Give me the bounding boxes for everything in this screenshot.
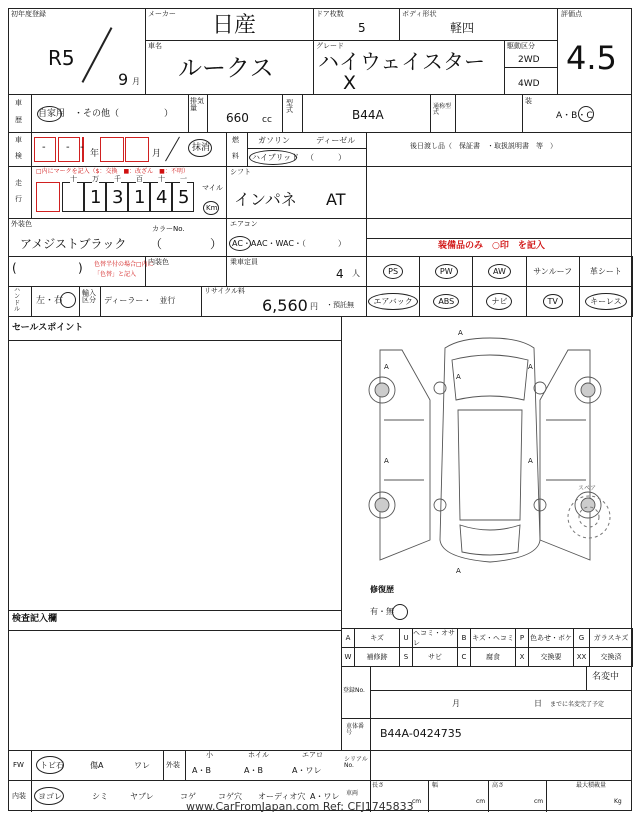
divider xyxy=(341,666,632,667)
divider xyxy=(247,148,366,149)
width-label: 幅 xyxy=(432,782,439,789)
divider xyxy=(226,218,227,256)
divider xyxy=(8,94,632,95)
repair-history-options: 有・無 xyxy=(370,607,394,616)
recycle-amount: 6,560 xyxy=(262,296,308,315)
drive-2wd: 2WD xyxy=(518,55,540,65)
color-no-label: カラーNo. xyxy=(152,225,185,233)
legend-code: S xyxy=(399,647,413,667)
equipment-item: ナビ xyxy=(486,293,512,310)
odometer-unit: 百 xyxy=(136,175,143,183)
odometer-unit: 十 xyxy=(158,175,165,183)
divider xyxy=(8,218,632,219)
usage-value: 自家用 ・その他（ ） xyxy=(38,109,174,119)
odometer-digit: 4 xyxy=(156,187,168,208)
odometer-digit-box xyxy=(62,182,84,212)
chassis-no: B44A-0424735 xyxy=(380,727,462,740)
inspector-notes-title: 検査記入欄 xyxy=(12,614,58,624)
diagram-mark: A xyxy=(458,329,463,337)
legend-meaning: ヘコミ・オサレ xyxy=(412,628,458,648)
ac-options: AC・AAC・WAC・（ ） xyxy=(232,239,346,248)
divider xyxy=(31,286,32,316)
shift-type: AT xyxy=(326,190,346,209)
divider xyxy=(428,780,429,812)
exterior-color-value: アメジストブラック xyxy=(20,237,127,251)
fw-label: FW xyxy=(13,761,24,769)
spare-tire xyxy=(566,494,612,540)
drive-label: 駆動区分 xyxy=(507,42,535,50)
model-label: 型式 xyxy=(286,99,293,114)
usage-label-2: 歴 xyxy=(15,116,22,124)
inspect-label-2: 検 xyxy=(15,152,22,160)
handle-options: 左・右 xyxy=(36,296,64,306)
inspect-month-box-2 xyxy=(125,137,149,162)
divider xyxy=(163,750,164,780)
car-name-value: ルークス xyxy=(178,54,274,82)
divider xyxy=(145,8,146,94)
divider xyxy=(31,750,32,812)
divider xyxy=(504,67,557,68)
month-unit: 月 xyxy=(152,149,162,159)
interior-item: ヨゴレ xyxy=(38,792,62,801)
capacity-value: 4 xyxy=(336,267,344,281)
odometer-unit: 一 xyxy=(180,175,187,183)
divider xyxy=(188,94,189,132)
equipment-item: エアバック xyxy=(368,293,417,310)
dash: - xyxy=(66,142,70,153)
diagram-mark: A xyxy=(384,363,389,371)
first-reg-year: R5 xyxy=(48,46,75,70)
equipment-item: ABS xyxy=(433,294,459,309)
divider xyxy=(8,316,632,317)
odometer-unit: 万 xyxy=(92,175,99,183)
vehicle-label: 車両 xyxy=(346,790,359,797)
exterior-small: 小 xyxy=(206,751,213,759)
post-note: 後日渡し品（ 保証書 ・取扱説明書 等 ） xyxy=(410,142,557,150)
grade-line2: X xyxy=(343,72,357,94)
exterior-wheel-opts: A・B xyxy=(244,766,263,775)
divider xyxy=(341,718,632,719)
fw-item-circle xyxy=(36,756,64,774)
hybrid-circle xyxy=(249,150,300,165)
reg-label: 登録No. xyxy=(343,687,365,694)
recycle-note: ・預託無 xyxy=(326,301,354,309)
import-label: 輸入区分 xyxy=(82,289,96,304)
repair-none-circle xyxy=(392,604,408,620)
interior-item: シミ xyxy=(92,792,108,801)
capacity-label: 乗車定員 xyxy=(230,258,258,266)
fuel-label-2: 料 xyxy=(232,152,239,160)
odometer-digit: 1 xyxy=(90,187,102,208)
legend-meaning: 色あせ・ボケ xyxy=(528,628,574,648)
legend-meaning: 腐食 xyxy=(470,647,516,667)
handle-label: ハンドル xyxy=(14,287,21,313)
max-load-label: 最大積載量 xyxy=(576,782,607,789)
capacity-unit: 人 xyxy=(352,269,360,278)
legend-meaning: キズ xyxy=(354,628,400,648)
divider xyxy=(313,8,314,94)
name-change: 名変中 xyxy=(592,672,620,682)
diagram-mark: A xyxy=(528,363,533,371)
car-diagram xyxy=(350,330,620,580)
divider xyxy=(185,750,186,780)
divider xyxy=(145,40,557,41)
diagram-mark: A xyxy=(528,457,533,465)
max-load-kg: Kg xyxy=(614,798,622,805)
change-note-2: 「色替」と記入 xyxy=(94,271,137,278)
interior-item: コゲ穴 xyxy=(218,792,242,801)
divider xyxy=(100,286,101,316)
ac-circle xyxy=(229,236,251,251)
divider xyxy=(8,610,341,611)
divider xyxy=(8,166,632,167)
height-label: 高さ xyxy=(492,782,505,789)
displacement-label: 排気量 xyxy=(190,97,204,112)
km-circle xyxy=(203,201,219,215)
exterior-aero-opts: A・ワレ xyxy=(292,766,322,775)
fw-item: ワレ xyxy=(134,761,150,770)
legend-meaning: サビ xyxy=(412,647,458,667)
odometer-unit: 千 xyxy=(114,175,121,183)
legend-meaning: ガラスキズ xyxy=(589,628,633,648)
expired-circle xyxy=(188,139,212,157)
body-label: ボディ形状 xyxy=(402,10,437,18)
exterior-wheel: ホイル xyxy=(248,751,269,759)
recycle-label: リサイクル料 xyxy=(204,287,246,295)
fuel-gas: ガソリン xyxy=(258,136,290,145)
equip-options: A・B・C xyxy=(556,111,593,121)
divider xyxy=(341,316,342,750)
divider xyxy=(247,132,248,166)
inspect-label-1: 車 xyxy=(15,136,22,144)
chassis-label: 車体番号 xyxy=(346,723,365,736)
diagram-mark: A xyxy=(456,567,461,575)
divider xyxy=(488,780,489,812)
interior-item: オーディオ穴 xyxy=(258,792,306,801)
displacement-value: 660 xyxy=(226,111,249,125)
month-unit: 月 xyxy=(132,77,140,86)
watermark: www.CarFromJapan.com Ref: CFJ1745833 xyxy=(186,800,414,813)
first-reg-label: 初年度登録 xyxy=(11,10,46,18)
divider xyxy=(282,94,283,132)
interior-item: A・ワレ xyxy=(310,792,340,801)
equipment-cell xyxy=(579,256,633,287)
divider xyxy=(8,750,341,751)
divider xyxy=(226,256,227,286)
divider xyxy=(31,94,32,132)
divider xyxy=(207,94,208,132)
car-name-label: 車名 xyxy=(148,42,162,50)
legend-code: G xyxy=(573,628,590,648)
close-paren: ) xyxy=(78,261,83,275)
equipment-cell xyxy=(526,256,580,287)
legend-code: B xyxy=(457,628,471,648)
divider xyxy=(226,132,227,166)
divider xyxy=(370,666,371,812)
reg-month-unit: 月 xyxy=(452,699,460,708)
equipment-item: PW xyxy=(435,264,458,279)
serial-label: シリアルNo. xyxy=(344,756,368,769)
doors-label: ドア枚数 xyxy=(316,10,344,18)
maker-value: 日産 xyxy=(212,13,257,38)
equipment-cell xyxy=(419,286,473,317)
legend-code: P xyxy=(515,628,529,648)
divider xyxy=(366,238,632,239)
divider xyxy=(31,132,32,166)
grade-line1: ハイウェイスター xyxy=(318,50,485,74)
score-value: 4.5 xyxy=(566,39,617,77)
dash: - xyxy=(80,142,84,153)
interior-color-label: 内装色 xyxy=(148,258,169,266)
odometer-digit: 3 xyxy=(112,187,124,208)
divider xyxy=(557,8,558,94)
legend-code: X xyxy=(515,647,529,667)
score-label: 評価点 xyxy=(561,10,582,18)
import-options: ディーラー・ 並行 xyxy=(104,296,176,305)
divider xyxy=(586,666,587,690)
equipment-item: TV xyxy=(543,294,563,309)
divider xyxy=(8,630,341,631)
equipment-cell xyxy=(366,286,420,317)
mileage-label-1: 走 xyxy=(15,179,22,187)
equipment-item: AW xyxy=(488,264,511,279)
mileage-mark-box xyxy=(36,182,60,212)
dash: - xyxy=(42,142,46,153)
equipment-cell xyxy=(526,286,580,317)
divider xyxy=(79,286,80,316)
odometer-digit: 5 xyxy=(178,187,190,208)
divider xyxy=(366,132,367,166)
km-label: Km xyxy=(206,204,218,212)
equipment-item: PS xyxy=(383,264,403,279)
mileage-label-2: 行 xyxy=(15,195,22,203)
divider xyxy=(546,780,547,812)
divider xyxy=(399,8,400,40)
legend-code: W xyxy=(341,647,355,667)
fuel-label-1: 燃 xyxy=(232,136,239,144)
divider xyxy=(341,750,632,751)
grade-label: グレード xyxy=(316,42,344,50)
fuel-diesel: ディーゼル xyxy=(316,136,356,145)
repair-history-label: 修復歴 xyxy=(370,585,394,594)
fw-item: 傷A xyxy=(90,761,104,770)
exterior-aero: エアロ xyxy=(302,751,323,759)
odometer-digit: 1 xyxy=(134,187,146,208)
exterior-small-opts: A・B xyxy=(192,766,211,775)
body-value: 軽四 xyxy=(450,21,475,35)
equip-circle xyxy=(578,106,594,122)
equipment-item: 革シート xyxy=(589,267,622,276)
legend-code: C xyxy=(457,647,471,667)
fuel-other: （ ） xyxy=(306,153,346,162)
fw-item: トビ石 xyxy=(40,761,64,770)
divider xyxy=(522,94,523,132)
mileage-unit-label: マイル xyxy=(202,184,223,192)
color-no-value: （ ） xyxy=(150,237,223,251)
exterior-label: 外装 xyxy=(166,761,180,769)
reg-day-unit: 日 xyxy=(534,699,542,708)
deadline-note: までに名変完了予定 xyxy=(550,701,605,708)
height-cm: cm xyxy=(534,798,544,805)
displacement-unit: cc xyxy=(262,115,272,125)
divider xyxy=(8,286,366,287)
legend-meaning: 補修跡 xyxy=(354,647,400,667)
exterior-color-label: 外装色 xyxy=(11,220,32,228)
length-label: 長さ xyxy=(372,782,385,789)
divider xyxy=(366,166,367,218)
divider xyxy=(8,256,366,257)
repair-label: 通称型式 xyxy=(433,103,452,116)
divider xyxy=(430,94,431,132)
usage-circle xyxy=(37,106,62,122)
diagram-mark: A xyxy=(384,457,389,465)
divider xyxy=(201,286,202,316)
maker-label: メーカー xyxy=(148,10,176,18)
recycle-unit: 円 xyxy=(310,302,318,311)
drive-4wd: 4WD xyxy=(518,79,540,89)
shift-label: シフト xyxy=(230,168,251,176)
doors-value: 5 xyxy=(358,21,366,35)
interior-label: 内装 xyxy=(12,792,26,800)
equipment-cell xyxy=(472,286,526,317)
divider xyxy=(8,340,341,341)
usage-label-1: 車 xyxy=(15,99,22,107)
handle-circle xyxy=(60,292,76,308)
divider xyxy=(302,94,303,132)
legend-meaning: 交換要 xyxy=(528,647,574,667)
divider xyxy=(8,132,632,133)
divider xyxy=(370,690,632,691)
length-cm: cm xyxy=(412,798,422,805)
interior-item: ヤブレ xyxy=(130,792,154,801)
equip-label: 装 xyxy=(525,97,532,105)
diagram-mark: A xyxy=(456,373,461,381)
year-unit: 年 xyxy=(90,149,100,159)
equipment-cell xyxy=(419,256,473,287)
sales-point-title: セールスポイント xyxy=(12,323,84,333)
ac-label: エアコン xyxy=(230,220,258,228)
interior-item: コゲ xyxy=(180,792,196,801)
width-cm: cm xyxy=(476,798,486,805)
legend-code: XX xyxy=(573,647,590,667)
equipment-cell xyxy=(366,256,420,287)
expired-label: 抹消 xyxy=(192,143,211,153)
spare-label: スペア xyxy=(578,485,597,492)
shift-position: インパネ xyxy=(234,190,297,209)
inspect-month-box-1 xyxy=(100,137,124,162)
divider xyxy=(226,166,227,218)
interior-item-circle xyxy=(34,787,64,805)
change-note-1: 色替半付の場合□内に xyxy=(94,261,154,268)
divider xyxy=(31,166,32,218)
model-value: B44A xyxy=(352,108,384,122)
open-paren: ( xyxy=(12,261,17,275)
equipment-item: サンルーフ xyxy=(533,267,573,276)
legend-meaning: 交換済 xyxy=(589,647,633,667)
first-reg-month: 9 xyxy=(118,70,129,89)
divider xyxy=(8,780,632,781)
equipment-item: キーレス xyxy=(585,293,627,310)
equipment-title: 装備品のみ ○印 を記入 xyxy=(438,241,545,251)
divider xyxy=(455,94,456,132)
equipment-cell xyxy=(472,256,526,287)
legend-code: U xyxy=(399,628,413,648)
equipment-cell xyxy=(579,286,633,317)
fuel-hybrid: ハイブリッド xyxy=(252,153,300,162)
mileage-note: □内にマークを記入（$：交換 ■：改ざん ■：不明） xyxy=(36,168,189,175)
legend-code: A xyxy=(341,628,355,648)
odometer-unit: 十 xyxy=(70,175,77,183)
legend-meaning: キズ・ヘコミ xyxy=(470,628,516,648)
